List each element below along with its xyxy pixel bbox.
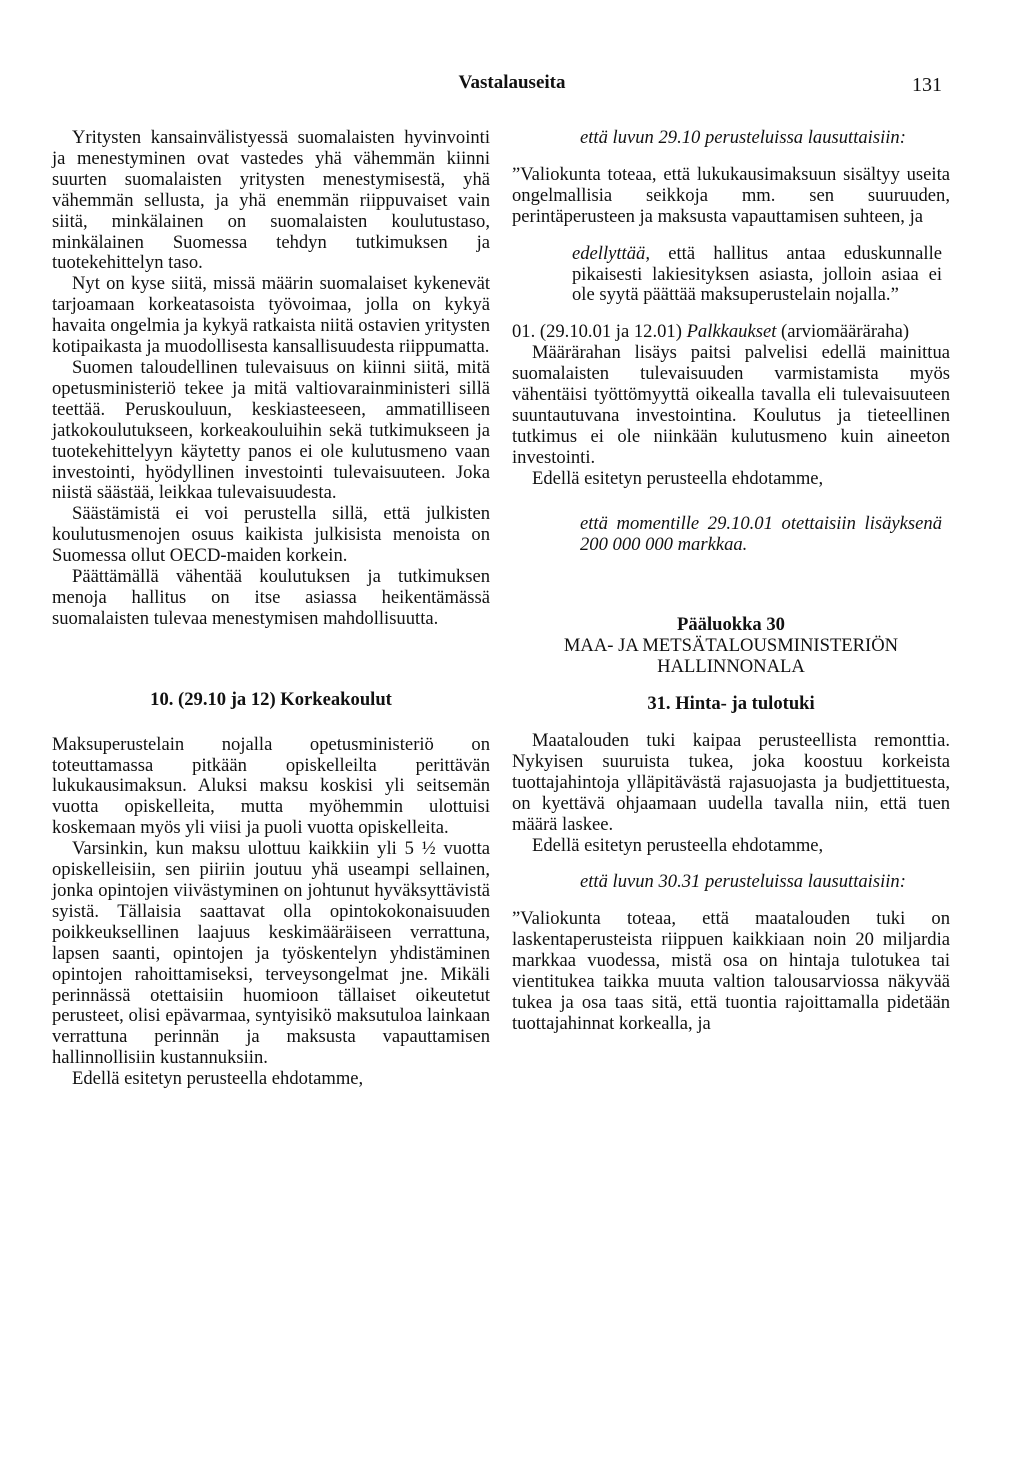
paragraph: Varsinkin, kun maksu ulottuu kaikkiin yli 5 ½ vuotta opiskelleisiin, sen piiriin joutuu yhä useampi sellainen, jonka opintojen viivästyminen on johtunut hyväksyttävistä syistä. Tällaisia saattavat olla opintokokonaisuuden poikkeuksellinen laajuus keskimääräiseen verrattuna, lapsen saanti, opintojen ja työskentelyn yhdistäminen opintojen rahoittamiseksi, terveysongelmat jne. Mikäli perinnässä otettaisiin huomioon tällaiset oikeutetut perusteet, olisi epävarmaa, syntyisikö maksutuloa lainkaan verrattuna perinnän ja maksusta vapauttamisen hallinnollisiin kustannuksiin. (52, 838, 490, 1069)
budget-item-heading (512, 322, 950, 343)
item-title: Palkkaukset (686, 321, 777, 343)
paragraph: Maatalouden tuki kaipaa perusteellista remonttia. Nykyisen suuruista tukea, joka koostuu korkeista tuottajahintoja ylläpitävästä rajasuojasta ja budjettituesta, on kyettävä ohjaamaan uudella tavalla niin, että tuen määrä laskee. (512, 730, 950, 835)
committee-quote (512, 244, 950, 307)
proposal-statement: että luvun 29.10 perusteluissa lausuttaisiin: (580, 127, 906, 148)
paragraph: Maksuperustelain nojalla opetusministeriö on toteuttamassa pitkään opiskelleilta perittävän lukukausimaksun. Aluksi maksu koskisi yli seitsemän vuotta opiskelleita, mutta myöhemmin ulottuisi koskemaan myös yli viisi ja puoli vuotta opiskelleita. (52, 733, 490, 839)
right-column (512, 128, 950, 1035)
paragraph: Edellä esitetyn perusteella ehdotamme, (72, 1068, 364, 1090)
page-number: 131 (912, 74, 942, 96)
running-title: Vastalauseita (458, 72, 566, 93)
ministry-title: MAA- JA METSÄTALOUSMINISTERIÖN HALLINNONALA (563, 635, 899, 678)
paragraph: Edellä esitetyn perusteella ehdotamme, (532, 834, 824, 856)
proposal-statement: että luvun 30.31 perusteluissa lausuttaisiin: (580, 871, 906, 893)
quote-text: että hallitus antaa eduskunnalle pikaisesti lakiesityksen asiasta, jolloin asiaa ei ole syytä päättää maksuperustelain nojalla.” (572, 242, 942, 306)
main-class-title: Pääluokka 30 (677, 614, 785, 636)
item-number: 01. (29.10.01 ja 12.01) (512, 321, 687, 343)
chapter-title: 31. Hinta- ja tulotuki (647, 693, 815, 715)
paragraph: Päättämällä vähentää koulutuksen ja tutkimuksen menoja hallitus on itse asiassa heikentämässä suomalaisten tulevaa menestymisen mahdollisuutta. (52, 566, 490, 629)
item-suffix: (arviomääräraha) (776, 321, 910, 343)
paragraph: Määrärahan lisäys paitsi palvelisi edellä mainittua suomalaisten tulevaisuuden varmistamista myös vähentäisi työttömyyttä oikealla tavalla eli tulevaisuuteen suuntautuvana investointina. Koulutus ja tieteellinen tutkimus ei ole niinkään kulutusmeno kuin aineeton investointi. (512, 342, 950, 468)
paragraph: Suomen taloudellinen tulevaisuus on kiinni siitä, mitä opetusministeriö tekee ja mitä valtiovarainministeri sillä teettää. Peruskouluun, keskiasteeseen, ammatilliseen jatkokoulutukseen, korkeakouluihin sekä tutkimukseen ja tuotekehittelyyn käytetty panos ei ole kulutusmeno vaan investointi, hyödyllinen investointi tulevaisuuteen. Joka niistä säästää, leikkaa tulevaisuudesta. (52, 356, 490, 504)
paragraph: Nyt on kyse siitä, missä määrin suomalaiset kykenevät tarjoamaan korkeatasoista työvoimaa, jolla on kykyä havaita ongelmia ja kykyä ratkaista niitä ostavien yritysten kotipaikasta ja muodollisesta kansallisuudesta riippumatta. (52, 273, 490, 358)
paragraph: Edellä esitetyn perusteella ehdotamme, (532, 467, 824, 489)
proposal-statement: että momentille 29.10.01 otettaisiin lisäyksenä 200 000 000 markkaa. (580, 512, 942, 555)
paragraph: Yritysten kansainvälistyessä suomalaisten hyvinvointi ja menestyminen ovat vastedes yhä vähemmän kiinni suurten suomalaisten yritysten menestymisestä, yhä vähemmän sellusta, ja yhä enemmän riippuvaiset vain siitä, minkälainen on suomalaisten koulutustaso, minkälainen Suomessa tehdyn tutkimuksen ja tuotekehittelyn taso. (52, 127, 490, 274)
committee-quote: ”Valiokunta toteaa, että maatalouden tuki on laskentaperusteista riippuen kaikkiaan noin 20 miljardia markkaa vuodessa, mistä osa on hintaja tulotukea tai vientitukea taikka muuta valtion talousarviossa näkyvää tukea ja osa taas sitä, että tuontia rajoittamalla pidetään tuottajahinnat korkealla, ja (512, 908, 950, 1034)
section-title: 10. (29.10 ja 12) Korkeakoulut (150, 688, 392, 710)
emphasis: edellyttää, (572, 242, 650, 264)
left-column (52, 128, 490, 1090)
page-header (0, 72, 1024, 102)
committee-quote: ”Valiokunta toteaa, että lukukausimaksuun sisältyy useita ongelmallisia seikkoja mm. sen suuruuden, perintäperusteen ja maksusta vapauttamisen suhteen, ja (512, 163, 950, 227)
paragraph: Säästämistä ei voi perustella sillä, että julkisten koulutusmenojen osuus kaikista julkisista menoista on Suomessa ollut OECD-maiden korkein. (52, 503, 490, 567)
